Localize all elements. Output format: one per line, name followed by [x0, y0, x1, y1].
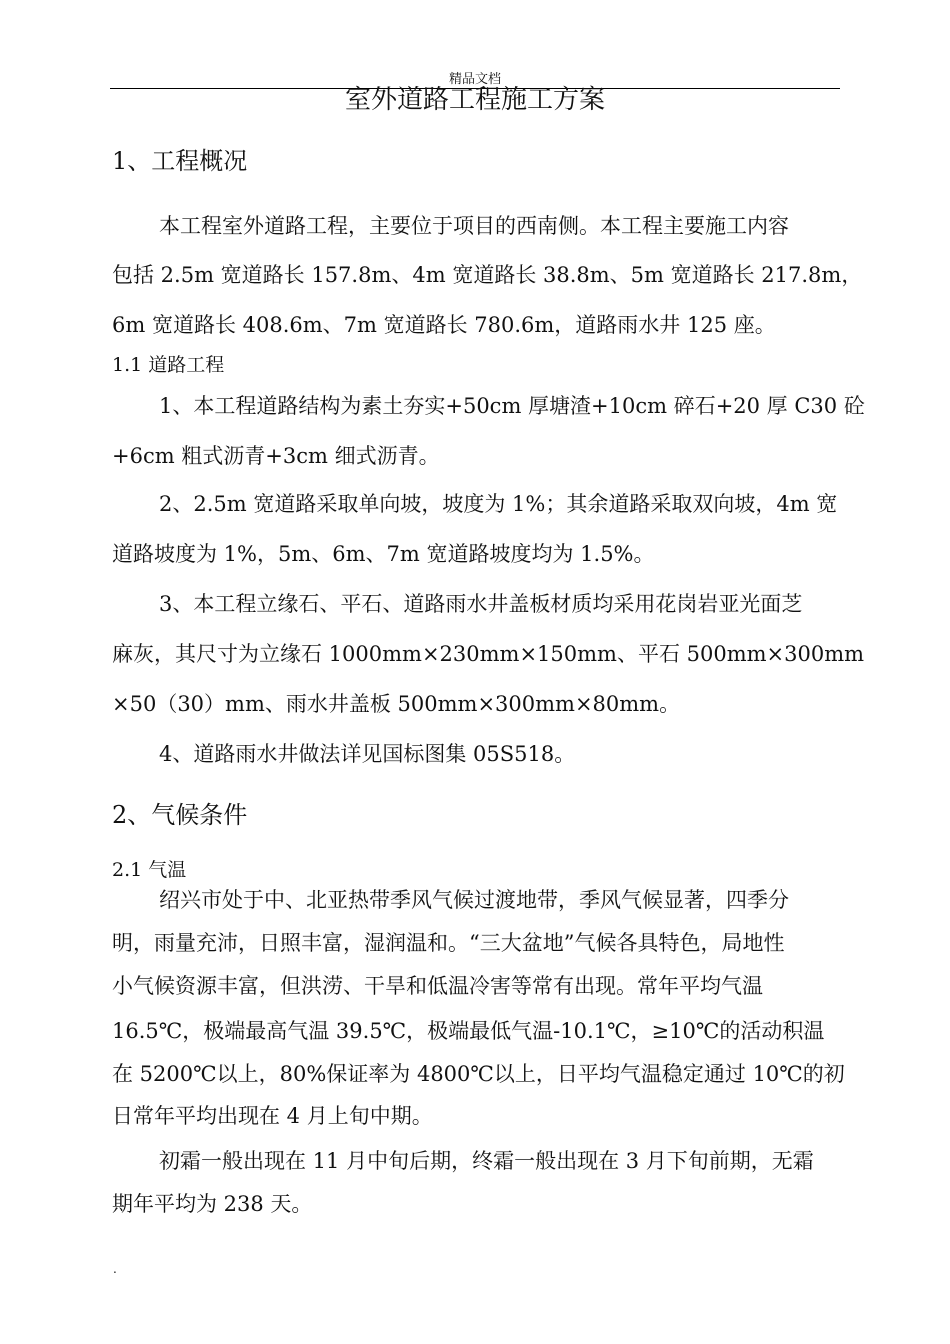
- road-item-3-line-3: ×50（30）mm、雨水井盖板 500mm×300mm×80mm。: [112, 692, 681, 716]
- climate-para-line-2: 明，雨量充沛，日照丰富，湿润温和。“三大盆地”气候各具特色，局地性: [112, 931, 785, 955]
- road-item-3-line-1: 3、本工程立缘石、平石、道路雨水井盖板材质均采用花岗岩亚光面芝: [159, 592, 803, 616]
- subsection-1-1-heading: 1.1 道路工程: [112, 354, 225, 376]
- road-item-1-line-2: +6cm 粗式沥青+3cm 细式沥青。: [112, 444, 440, 468]
- road-item-2-line-2: 道路坡度为 1%，5m、6m、7m 宽道路坡度均为 1.5%。: [112, 542, 655, 566]
- section-1-heading: 1、工程概况: [112, 147, 248, 175]
- overview-para-line-1: 本工程室外道路工程，主要位于项目的西南侧。本工程主要施工内容: [159, 214, 789, 238]
- climate-para-line-3: 小气候资源丰富，但洪涝、干旱和低温冷害等常有出现。常年平均气温: [112, 974, 763, 998]
- overview-para-line-3: 6m 宽道路长 408.6m、7m 宽道路长 780.6m，道路雨水井 125 座。: [112, 313, 776, 337]
- climate-para-line-6: 日常年平均出现在 4 月上旬中期。: [112, 1104, 433, 1128]
- header-note: 精品文档: [448, 72, 501, 87]
- frost-para-line-2: 期年平均为 238 天。: [112, 1192, 313, 1216]
- climate-para-line-5: 在 5200℃以上，80%保证率为 4800℃以上，日平均气温稳定通过 10℃的初: [112, 1062, 845, 1086]
- climate-para-line-4: 16.5℃，极端最高气温 39.5℃，极端最低气温-10.1℃，≥10℃的活动积温: [112, 1019, 825, 1043]
- overview-para-line-2: 包括 2.5m 宽道路长 157.8m、4m 宽道路长 38.8m、5m 宽道路长 217.8m，: [112, 263, 863, 287]
- road-item-1-line-1: 1、本工程道路结构为素土夯实+50cm 厚塘渣+10cm 碎石+20 厚 C30 砼: [159, 394, 865, 418]
- road-item-4-line-1: 4、道路雨水井做法详见国标图集 05S518。: [159, 742, 576, 766]
- section-2-heading: 2、气候条件: [112, 801, 248, 829]
- road-item-3-line-2: 麻灰，其尺寸为立缘石 1000mm×230mm×150mm、平石 500mm×300mm: [112, 642, 865, 666]
- document-title: 室外道路工程施工方案: [344, 85, 605, 115]
- frost-para-line-1: 初霜一般出现在 11 月中旬后期，终霜一般出现在 3 月下旬前期，无霜: [159, 1149, 814, 1173]
- climate-para-line-1: 绍兴市处于中、北亚热带季风气候过渡地带，季风气候显著，四季分: [159, 888, 789, 912]
- road-item-2-line-1: 2、2.5m 宽道路采取单向坡，坡度为 1%；其余道路采取双向坡，4m 宽: [159, 492, 838, 516]
- footer-mark: .: [113, 1262, 117, 1276]
- subsection-2-1-heading: 2.1 气温: [112, 859, 187, 881]
